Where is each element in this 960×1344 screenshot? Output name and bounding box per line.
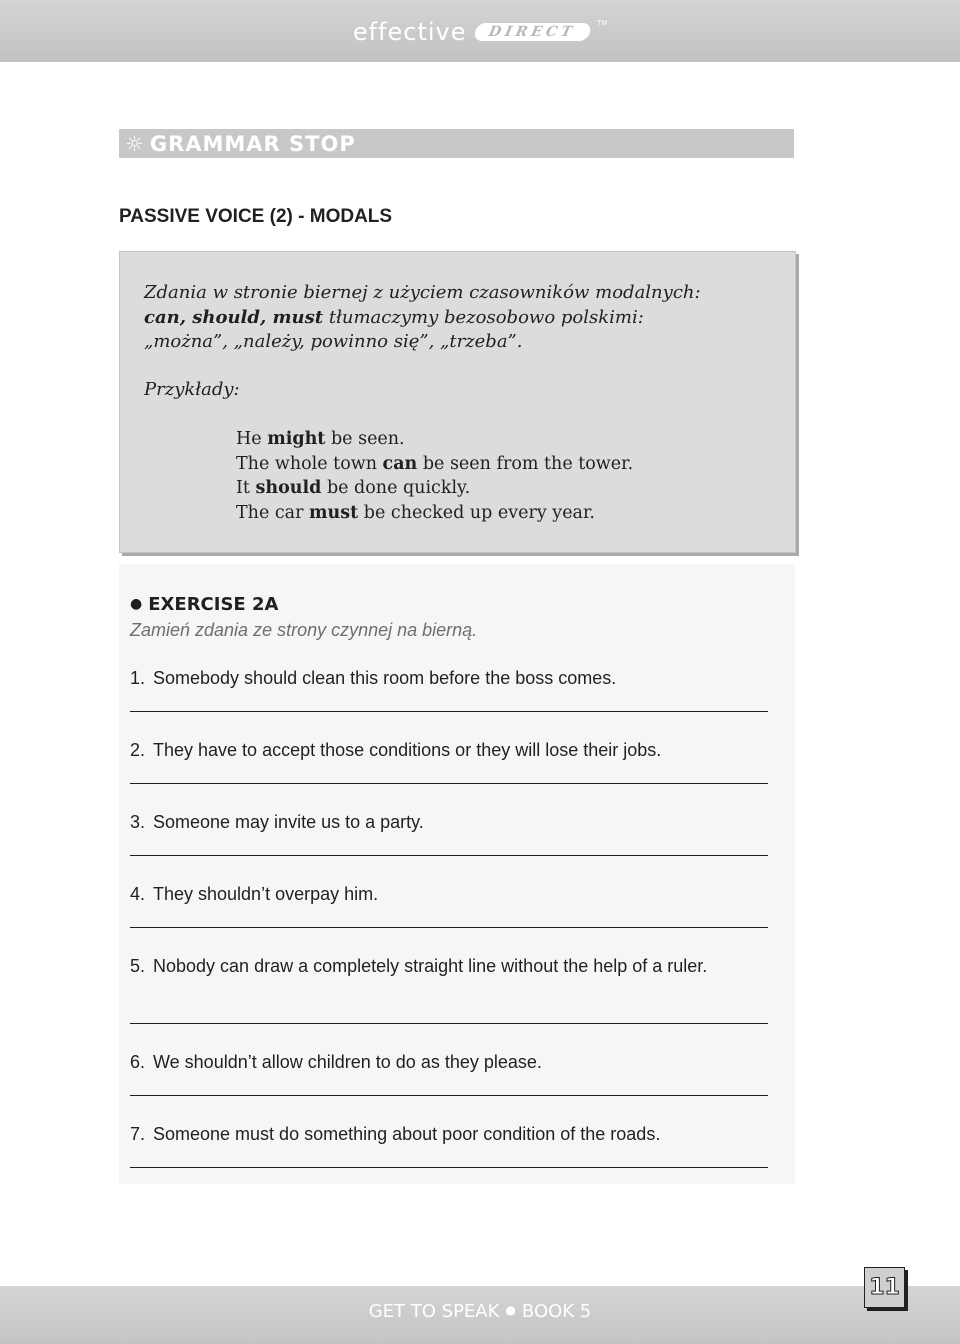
example-modal: must — [309, 502, 359, 523]
example-text: He — [236, 429, 268, 449]
item-text: They have to accept those conditions or they will lose their jobs. — [153, 740, 662, 760]
exercise-header — [130, 594, 278, 615]
example-modal: can — [382, 453, 418, 474]
example-modal: should — [255, 478, 322, 499]
footer-series: GET TO SPEAK — [368, 1301, 500, 1322]
top-banner — [0, 0, 960, 62]
example-text: The car — [236, 502, 310, 523]
item-number: 6. — [130, 1052, 146, 1072]
brand-logo — [0, 18, 960, 46]
footer-bar — [0, 1286, 960, 1344]
item-text: Someone must do something about poor condition of the roads. — [153, 1124, 661, 1144]
example-text: It — [236, 478, 256, 499]
example-text: be done quickly. — [321, 478, 471, 499]
bullet-icon: ● — [130, 596, 143, 612]
example-text: The whole town — [236, 453, 383, 474]
example-sentence — [236, 427, 633, 452]
brand-trademark: TM — [597, 20, 608, 27]
item-number: 3. — [130, 812, 146, 832]
rule-line-3: „można”, „należy, powinno się”, „trzeba”. — [144, 331, 523, 352]
section-title: PASSIVE VOICE (2) - MODALS — [119, 206, 393, 227]
rule-line-2-rest: tłumaczymy bezosobowo polskimi: — [323, 306, 644, 328]
exercise-instruction: Zamień zdania ze strony czynnej na bierną. — [130, 620, 478, 640]
grammar-rule-box — [119, 251, 796, 553]
item-number: 5. — [130, 956, 146, 976]
footer-text — [0, 1301, 960, 1322]
answer-line[interactable] — [130, 1023, 768, 1024]
item-number: 2. — [130, 740, 146, 760]
example-sentence — [236, 476, 633, 501]
exercise-item — [130, 738, 770, 762]
example-sentence — [236, 452, 633, 477]
example-text: be seen. — [325, 429, 405, 449]
answer-line[interactable] — [130, 1167, 768, 1168]
answer-line[interactable] — [130, 711, 768, 712]
item-number: 7. — [130, 1124, 146, 1144]
item-text: Nobody can draw a completely straight line without the help of a ruler. — [153, 956, 708, 976]
example-sentence — [236, 501, 633, 526]
brand-word: effective — [352, 18, 467, 46]
answer-line[interactable] — [130, 783, 768, 784]
item-number: 4. — [130, 884, 146, 904]
item-text: Someone may invite us to a party. — [153, 812, 424, 832]
answer-line[interactable] — [130, 927, 768, 928]
exercise-item — [130, 666, 770, 690]
item-text: Somebody should clean this room before the boss comes. — [153, 668, 617, 688]
example-text: be seen from the tower. — [417, 453, 634, 474]
exercise-item — [130, 810, 770, 834]
example-text: be checked up every year. — [358, 502, 595, 523]
page-number: 11 — [864, 1267, 905, 1308]
footer-book: BOOK 5 — [521, 1301, 592, 1322]
rule-line-1: Zdania w stronie biernej z użyciem czasowników modalnych: — [144, 282, 701, 303]
answer-line[interactable] — [130, 1095, 768, 1096]
answer-line[interactable] — [130, 855, 768, 856]
exercise-title: EXERCISE 2A — [148, 594, 279, 615]
footer-dot: ● — [505, 1303, 516, 1317]
brand-pill: DIRECT — [473, 23, 591, 41]
rule-modals: can, should, must — [144, 306, 324, 328]
exercise-item — [130, 882, 770, 906]
item-text: We shouldn’t allow children to do as they please. — [153, 1052, 542, 1072]
example-modal: might — [267, 429, 326, 449]
exercise-item — [130, 1122, 770, 1146]
rule-explanation — [144, 281, 784, 355]
exercise-box — [119, 564, 795, 1184]
exercise-item — [130, 954, 770, 978]
rule-line-2 — [144, 306, 784, 331]
examples-label: Przykłady: — [144, 379, 240, 400]
item-number: 1. — [130, 668, 146, 688]
grammar-stop-title: GRAMMAR STOP — [149, 131, 356, 156]
sun-icon: ☼ — [125, 131, 144, 156]
examples-list — [236, 427, 633, 525]
item-text: They shouldn’t overpay him. — [153, 884, 379, 904]
grammar-stop-header — [119, 129, 794, 158]
exercise-item — [130, 1050, 770, 1074]
